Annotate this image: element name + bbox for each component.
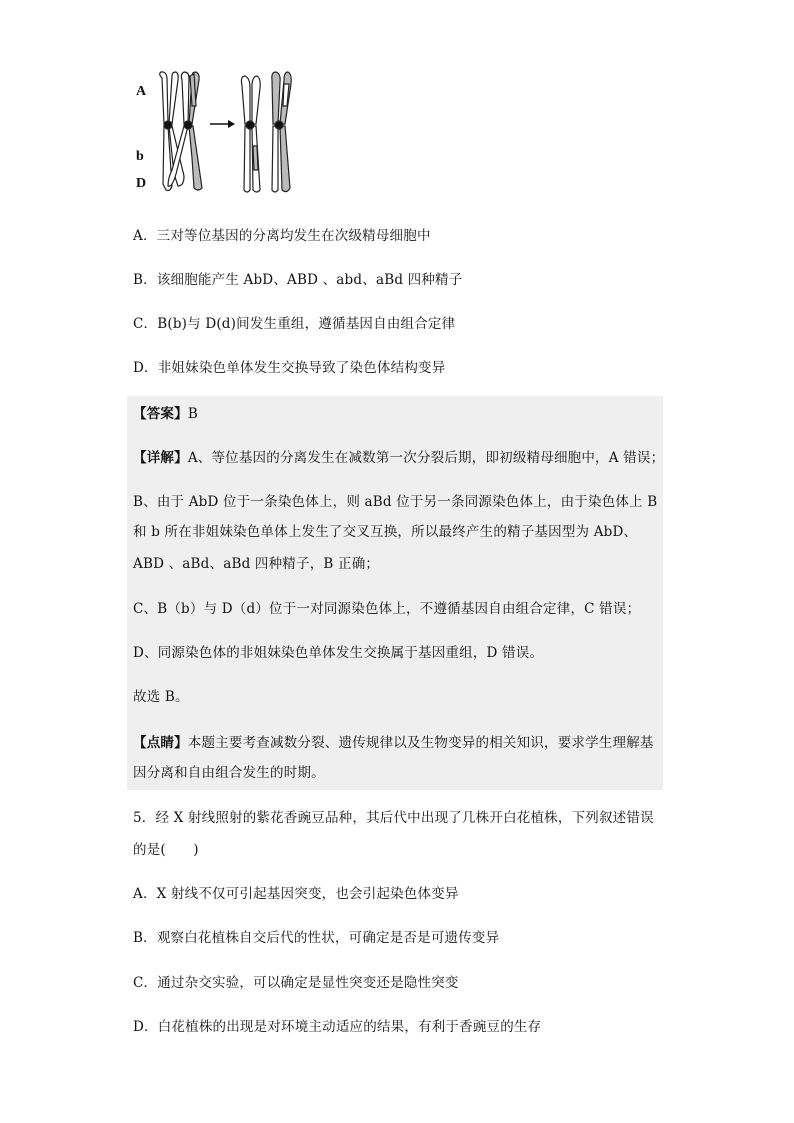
comment-text-1: 本题主要考查减数分裂、遗传规律以及生物变异的相关知识，要求学生理解基: [187, 735, 654, 751]
explanation-line-6: D、同源染色体的非姐妹染色单体发生交换属于基因重组，D 错误。: [133, 645, 544, 661]
q4-option-c: C．B(b)与 D(d)间发生重组，遵循基因自由组合定律: [133, 316, 456, 332]
explanation-line-3: 和 b 所在非姐妹染色单体上发生了交叉互换，所以最终产生的精子基因型为 AbD、: [133, 524, 638, 540]
answer-value: B: [187, 406, 198, 422]
chromosome-diagram: [132, 66, 302, 198]
explanation-text-1: A、等位基因的分离发生在减数第一次分裂后期，即初级精母细胞中，A 错误；: [187, 450, 665, 466]
explanation-line-2: B、由于 AbD 位于一条染色体上，则 aBd 位于另一条同源染色体上，由于染色体上 B: [133, 494, 658, 510]
q5-option-d: D．白花植株的出现是对环境主动适应的结果，有利于香豌豆的生存: [133, 1019, 542, 1035]
q5-option-b: B．观察白花植株自交后代的性状，可确定是否是可遗传变异: [133, 930, 500, 946]
comment-tag: 【点睛】: [133, 735, 188, 751]
q4-option-b: B．该细胞能产生 AbD、ABD 、abd、aBd 四种精子: [133, 272, 463, 288]
explanation-line-4: ABD 、aBd、aBd 四种精子，B 正确；: [133, 556, 380, 572]
figure-label-d: D: [136, 176, 147, 191]
explanation-line-1: [133, 448, 664, 468]
comment-line-1: [133, 733, 654, 753]
explanation-line-7: 故选 B。: [133, 689, 189, 705]
answer-tag: 【答案】: [133, 406, 188, 422]
q5-option-a: A．X 射线不仅可引起基因突变，也会引起染色体变异: [133, 886, 459, 902]
figure-label-a: A: [136, 84, 147, 99]
answer-line: [133, 404, 198, 424]
q5-stem-line-2: 的是( ): [133, 842, 199, 858]
q5-stem-line-1: 5．经 X 射线照射的紫花香豌豆品种，其后代中出现了几株开白花植株，下列叙述错误: [133, 810, 654, 826]
comment-line-2: 因分离和自由组合发生的时期。: [133, 765, 325, 781]
q4-option-d: D．非姐妹染色单体发生交换导致了染色体结构变异: [133, 360, 446, 376]
q5-option-c: C．通过杂交实验，可以确定是显性突变还是隐性突变: [133, 975, 459, 991]
q4-option-a: A．三对等位基因的分离均发生在次级精母细胞中: [133, 228, 431, 244]
explanation-tag: 【详解】: [133, 450, 188, 466]
figure-label-b: b: [136, 149, 144, 164]
explanation-line-5: C、B（b）与 D（d）位于一对同源染色体上，不遵循基因自由组合定律，C 错误；: [133, 601, 641, 617]
chromosome-crossover-figure: [132, 66, 302, 198]
arrow-icon: [210, 120, 235, 128]
